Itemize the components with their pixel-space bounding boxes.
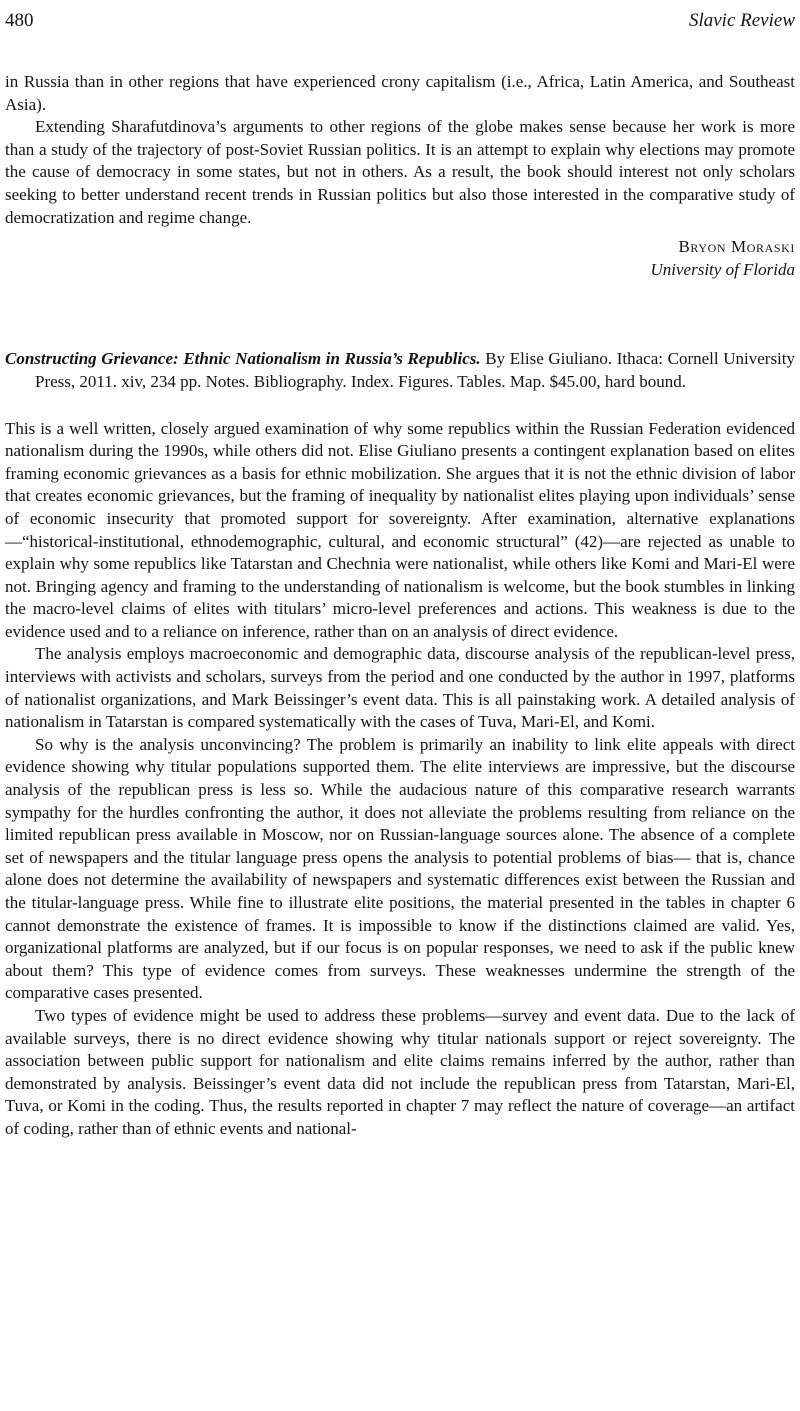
review-heading <box>5 348 795 393</box>
journal-title: Slavic Review <box>688 10 795 31</box>
paragraph: This is a well written, closely argued examination of why some republics within the Russian Federation evidenced nationalism during the 1990s, while others did not. Elise Giuliano presents a contingent explanation based on elites framing economic grievances as a basis for ethnic mobilization. She argues that it is not the ethnic division of labor that creates economic grievances, but the framing of inequality by nationalist elites playing upon individuals’ sense of economic insecurity that promoted support for sovereignty. After examination, alternative explanations—“historical-institutional, ethnodemographic, cultural, and economic structural” (42)—are rejected as unable to explain why some republics like Tatarstan and Chechnia were nationalist, while others like Komi and Mari-El were not. Bringing agency and framing to the understanding of nationalism is welcome, but the book stumbles in linking the macro-level claims of elites with titulars’ micro-level preferences and actions. This weakness is due to the evidence used and to a reliance on inference, rather than on an analysis of direct evidence. <box>5 418 795 641</box>
paragraph: Two types of evidence might be used to address these problems—survey and event data. Due to the lack of available surveys, there is no direct evidence showing why titular nationals support or reject sovereignty. The association between public support for nationalism and elite claims remains inferred by the author, rather than demonstrated by analysis. Beissinger’s event data did not include the republican press from Tatarstan, Mari-El, Tuva, or Komi in the coding. Thus, the results reported in chapter 7 may reflect the nature of coverage—an artifact of coding, rather than of ethnic events and national- <box>5 1005 795 1138</box>
reviewer-name: Bryon Moraski <box>678 237 795 257</box>
paragraph: So why is the analysis unconvincing? The problem is primarily an inability to link elite appeals with direct evidence showing why titular populations supported them. The elite interviews are impressive, but the discourse analysis of the republican press is less so. While the audacious nature of this comparative research warrants sympathy for the hurdles confronting the author, it does not alleviate the problems resulting from reliance on the limited republican press available in Moscow, nor on Russian-language sources alone. The absence of a complete set of newspapers and the titular language press opens the analysis to potential problems of bias— that is, chance alone does not determine the availability of newspapers and systematic differences exist between the Russian and the titular-language press. While fine to illustrate elite positions, the material presented in the tables in chapter 6 cannot demonstrate the existence of frames. It is impossible to know if the distinctions claimed are valid. Yes, organizational platforms are analyzed, but if our focus is on popular responses, we need to ask if the public knew about them? This type of evidence comes from surveys. These weaknesses undermine the strength of the comparative cases presented. <box>5 734 795 1003</box>
reviewer-signature <box>5 236 795 281</box>
page-content <box>5 71 795 1141</box>
book-citation: By Elise Giuliano. Ithaca: Cornell University Press, 2011. xiv, 234 pp. Notes. Bibliography. Index. Figures. Tables. Map. $45.00, hard bound. <box>35 349 796 391</box>
book-title: Constructing Grievance: Ethnic Nationalism in Russia’s Republics. <box>5 349 481 369</box>
paragraph: Extending Sharafutdinova’s arguments to other regions of the globe makes sense because her work is more than a study of the trajectory of post-Soviet Russian politics. It is an attempt to explain why elections may promote the cause of democracy in some states, but not in others. As a result, the book should interest not only scholars seeking to better understand recent trends in Russian politics but also those interested in the comparative study of democratization and regime change. <box>5 117 795 227</box>
page-number: 480 <box>5 10 34 31</box>
paragraph: The analysis employs macroeconomic and demographic data, discourse analysis of the republican-level press, interviews with activists and scholars, surveys from the period and one conducted by the author in 1997, platforms of nationalist organizations, and Mark Beissinger’s event data. This is all painstaking work. A detailed analysis of nationalism in Tatarstan is compared systematically with the cases of Tuva, Mari-El, and Komi. <box>5 644 795 732</box>
reviewer-affiliation: University of Florida <box>650 259 795 279</box>
book-review <box>5 348 795 1140</box>
paragraph: in Russia than in other regions that have experienced crony capitalism (i.e., Africa, Latin America, and Southeast Asia). <box>5 72 795 114</box>
previous-review-continuation <box>5 71 795 281</box>
running-head <box>5 10 795 32</box>
